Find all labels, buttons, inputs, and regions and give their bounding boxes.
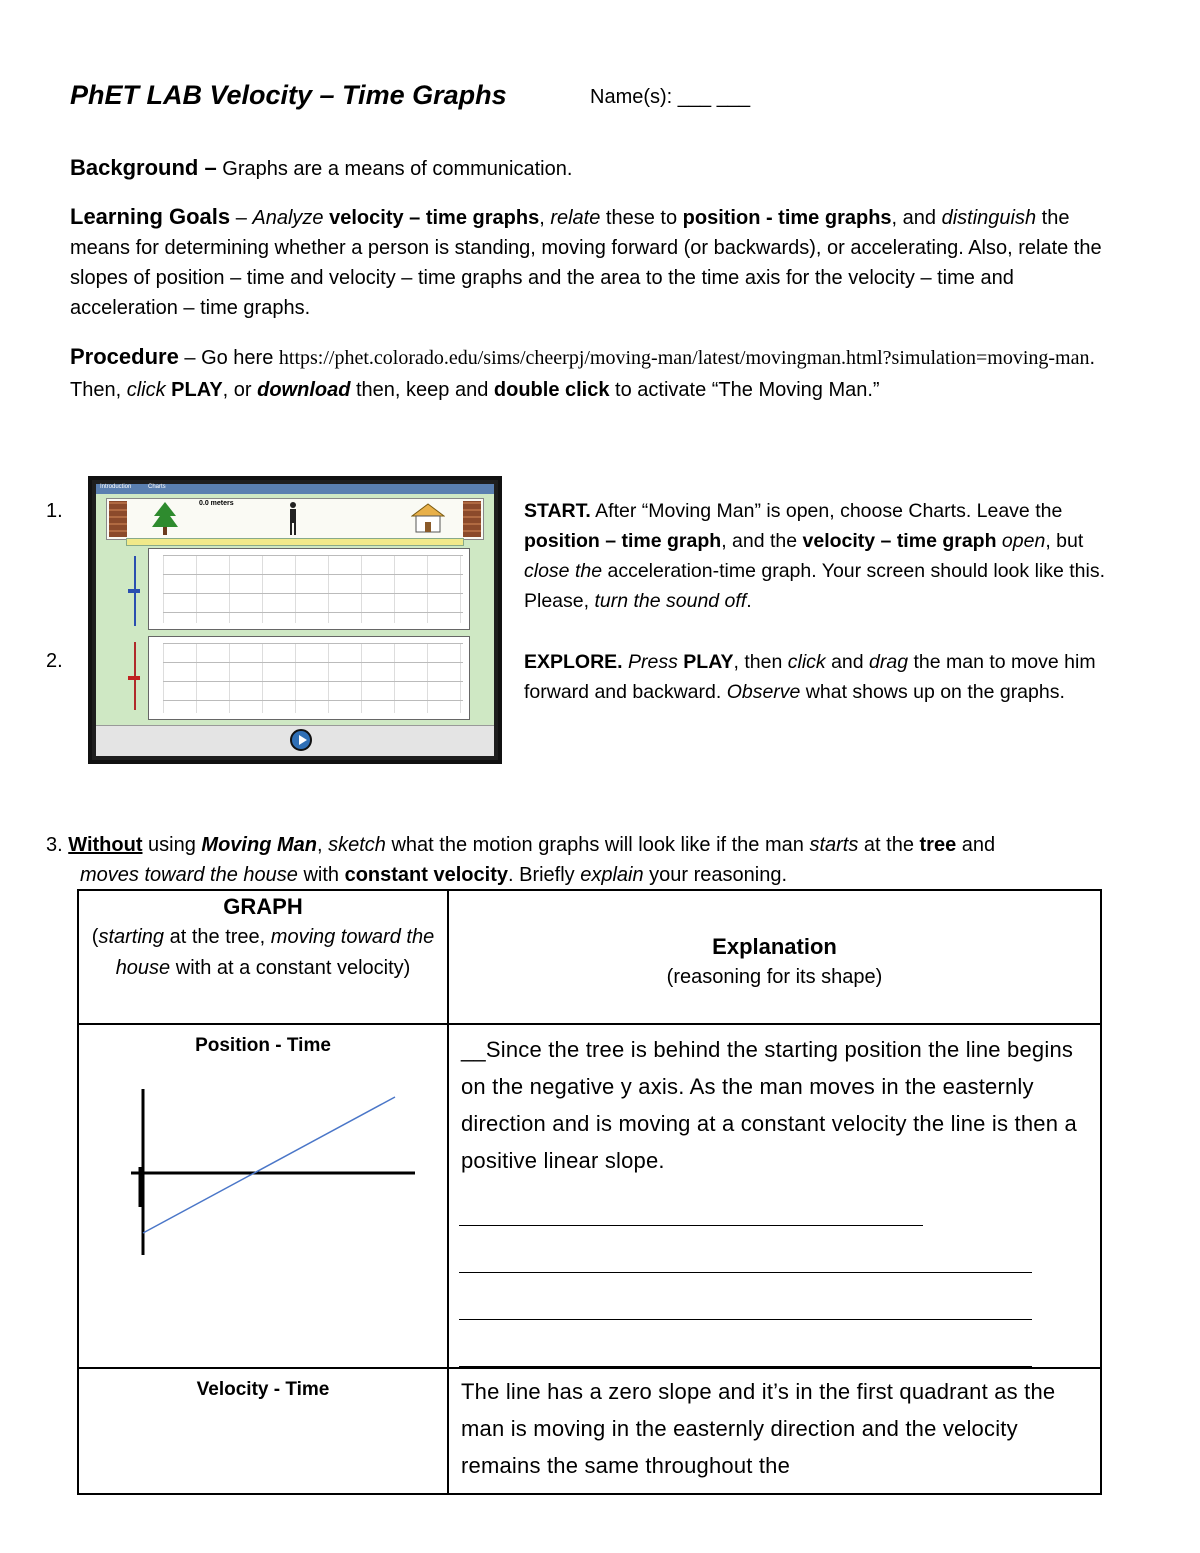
sim-velocity-chart	[148, 636, 470, 720]
lg-relate: relate	[550, 207, 601, 229]
sim-chart-sliders	[106, 554, 146, 714]
velocity-time-title: Velocity - Time	[196, 1379, 330, 1400]
step-2-t4: what shows up on the graphs.	[800, 681, 1065, 703]
graph-sub-starting: starting	[98, 926, 165, 948]
step-2-lead: EXPLORE.	[524, 651, 623, 673]
graph-sub-paren: (	[91, 926, 99, 948]
procedure-to-activate: to activate “The Moving Man.”	[609, 379, 880, 401]
position-time-title: Position - Time	[195, 1035, 331, 1056]
wall-right-icon	[463, 501, 481, 537]
q3-your-reasoning: your reasoning.	[643, 864, 788, 886]
velocity-time-explanation-cell	[448, 1368, 1101, 1494]
q3-starts: starts	[809, 834, 859, 856]
wall-left-icon	[109, 501, 127, 537]
step-1-number: 1.	[46, 500, 63, 522]
q3-constant-velocity: constant velocity	[344, 864, 508, 886]
q3-explain: explain	[580, 864, 644, 886]
position-time-explanation-cell	[448, 1024, 1101, 1368]
q3-comma: ,	[316, 834, 329, 856]
procedure-click: click	[126, 379, 166, 401]
q3-at-the: at the	[858, 834, 920, 856]
lg-rest: the means for determining whether a person is standing, moving forward (or backwards), or accelerating. Also, relate the slopes of position – time and velocity – time graphs and the area to the time axis for the velocity – time and acceleration – time graphs.	[70, 207, 1102, 319]
sim-position-readout: 0.0 meters	[199, 500, 234, 507]
procedure-go-here: – Go here	[178, 347, 279, 369]
q3-using: using	[142, 834, 202, 856]
sim-position-chart	[148, 548, 470, 630]
sim-scene	[106, 498, 484, 540]
table-header-row	[78, 890, 1101, 1024]
q3-t1: what the motion graphs will look like if the man	[385, 834, 810, 856]
graph-sub-t1: at the tree,	[164, 926, 271, 948]
sim-tab-intro: Introduction	[100, 484, 132, 490]
tree-icon	[151, 501, 179, 537]
answer-line[interactable]	[459, 1203, 923, 1226]
step-2-t1: , then	[733, 651, 788, 673]
q3-moves-toward: moves toward the house	[80, 864, 298, 886]
step-2-b1: PLAY	[677, 651, 734, 673]
procedure-label: Procedure	[70, 344, 179, 369]
step-2-number: 2.	[46, 650, 63, 672]
step-1-i3: turn the sound off	[594, 590, 747, 612]
graph-header-subtitle	[79, 922, 447, 984]
step-1-b1: position – time graph	[524, 530, 722, 552]
step-2-i3: drag	[869, 651, 909, 673]
lg-these-to: these to	[600, 207, 683, 229]
procedure-play: PLAY	[165, 379, 223, 401]
step-1-t5: .	[746, 590, 752, 612]
procedure-download: download	[257, 379, 351, 401]
step-1-t2: , and the	[721, 530, 803, 552]
graph-sub-t2: with at a constant velocity)	[170, 957, 411, 979]
position-time-graph-cell	[78, 1024, 448, 1368]
table-row	[78, 1368, 1101, 1494]
question-3-number: 3.	[46, 834, 63, 856]
lg-and: , and	[891, 207, 942, 229]
lg-dash: –	[230, 207, 253, 229]
sim-position-ruler	[126, 538, 464, 546]
step-1-t1: After “Moving Man” is open, choose Charts. Leave the	[590, 500, 1063, 522]
background-text: Graphs are a means of communication.	[216, 158, 573, 180]
q3-and: and	[956, 834, 996, 856]
table-row	[78, 1024, 1101, 1368]
step-1-i2: close the	[524, 560, 603, 582]
procedure-or: , or	[222, 379, 258, 401]
lg-distinguish: distinguish	[941, 207, 1037, 229]
explanation-header-title: Explanation	[712, 934, 837, 959]
answer-line[interactable]	[459, 1250, 1032, 1273]
velocity-time-explanation[interactable]: The line has a zero slope and it’s in the first quadrant as the man is moving in the easternly direction and the velocity remains the same throughout the	[461, 1379, 1056, 1478]
learning-goals-paragraph	[70, 202, 1120, 323]
sim-tab-charts: Charts	[148, 484, 166, 490]
step-1-text	[524, 496, 1134, 616]
step-2-t2: and	[825, 651, 870, 673]
lg-vt-graphs: velocity – time graphs	[323, 207, 540, 229]
step-1-lead: START.	[524, 500, 591, 522]
q3-moving-man: Moving Man	[201, 834, 317, 856]
step-2-text	[524, 647, 1134, 707]
position-time-sketch[interactable]	[79, 1057, 447, 1317]
lg-analyze: Analyze	[252, 207, 324, 229]
step-2-i4: Observe	[726, 681, 801, 703]
step-1-i1: open	[996, 530, 1046, 552]
page-title: PhET LAB Velocity – Time Graphs	[70, 80, 507, 110]
sim-playback-controls	[96, 725, 494, 756]
explanation-column-header	[448, 890, 1101, 1024]
simulation-link[interactable]: https://phet.colorado.edu/sims/cheerpj/moving-man/latest/movingman.html?simulation=moving-man	[278, 347, 1090, 369]
house-icon	[411, 503, 445, 535]
graph-explanation-table	[77, 889, 1102, 1495]
sketch-line	[143, 1097, 395, 1233]
lg-pt-graphs: position - time graphs	[682, 207, 892, 229]
lg-comma: ,	[539, 207, 551, 229]
background-paragraph	[70, 153, 1120, 184]
step-1-b2: velocity – time graph	[802, 530, 997, 552]
question-3-text	[46, 830, 1136, 890]
answer-line[interactable]	[459, 1297, 1032, 1320]
step-2-t3: the man to move him forward and backward.	[524, 651, 1096, 703]
procedure-paragraph	[70, 341, 1120, 406]
names-field-label: Name(s): ___ ___	[590, 86, 751, 108]
sim-tab-bar	[96, 484, 494, 494]
procedure-double-click: double click	[493, 379, 610, 401]
graph-column-header	[78, 890, 448, 1024]
q3-with: with	[297, 864, 345, 886]
velocity-time-graph-cell[interactable]	[78, 1368, 448, 1494]
procedure-then-keep: then, keep and	[350, 379, 494, 401]
position-time-explanation[interactable]: __Since the tree is behind the starting position the line begins on the negative y axis. As the man moves in the easternly direction and is moving at a constant velocity the line is then a positive linear slope.	[461, 1037, 1077, 1173]
step-1-t4: acceleration-time graph. Your screen should look like this. Please,	[524, 560, 1106, 612]
explanation-header-subtitle: (reasoning for its shape)	[666, 966, 883, 988]
sim-window	[96, 484, 494, 756]
graph-sub-moving: moving toward the house	[115, 926, 435, 979]
q3-sketch: sketch	[328, 834, 386, 856]
moving-man-screenshot	[88, 476, 502, 764]
answer-line[interactable]	[459, 1344, 1032, 1367]
step-2-i2: click	[787, 651, 826, 673]
q3-without: Without	[68, 834, 143, 856]
moving-man-icon[interactable]	[287, 501, 299, 537]
step-1-t3: , but	[1045, 530, 1084, 552]
step-2-i1: Press	[622, 651, 678, 673]
q3-tree: tree	[919, 834, 957, 856]
q3-briefly: . Briefly	[507, 864, 581, 886]
graph-header-title: GRAPH	[223, 894, 303, 919]
play-icon[interactable]	[290, 729, 312, 751]
procedure-then: . Then,	[70, 347, 1096, 401]
learning-goals-label: Learning Goals	[70, 204, 231, 229]
background-label: Background –	[70, 155, 217, 180]
